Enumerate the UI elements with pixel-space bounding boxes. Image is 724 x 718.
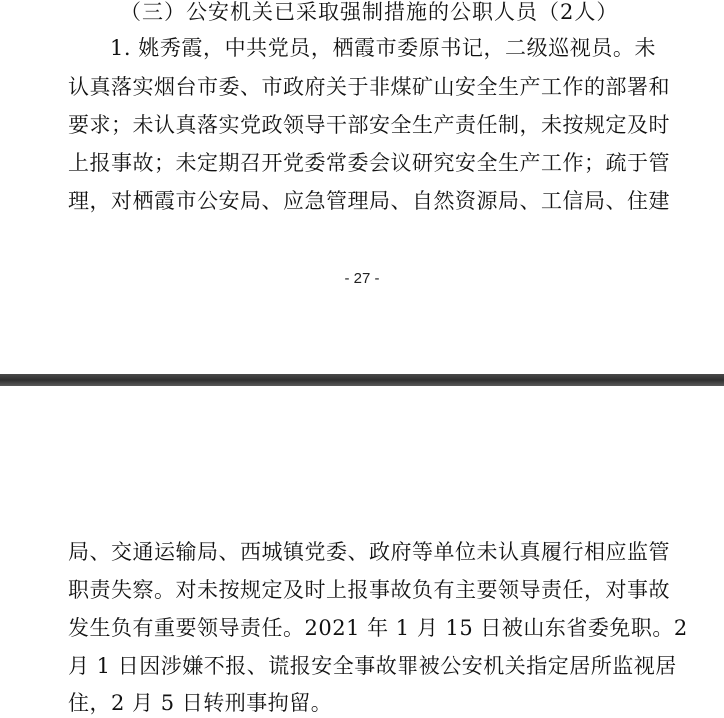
paragraph-line: 发生负有重要领导责任。2021 年 1 月 15 日被山东省委免职。2	[68, 616, 688, 640]
paragraph-line: 要求；未认真落实党政领导干部安全生产责任制，未按规定及时	[68, 113, 670, 137]
paragraph-line: 局、交通运输局、西城镇党委、政府等单位未认真履行相应监管	[68, 540, 670, 564]
paragraph-line: 上报事故；未定期召开党委常委会议研究安全生产工作；疏于管	[68, 151, 670, 175]
paragraph-line: 理，对栖霞市公安局、应急管理局、自然资源局、工信局、住建	[68, 189, 670, 213]
paragraph-line: 月 1 日因涉嫌不报、谎报安全事故罪被公安机关指定居所监视居	[68, 654, 677, 678]
paragraph-line: 1. 姚秀霞，中共党员，栖霞市委原书记，二级巡视员。未	[110, 36, 656, 60]
page-number: - 27 -	[344, 270, 380, 287]
section-heading: （三）公安机关已采取强制措施的公职人员（2人）	[120, 0, 619, 24]
page-separator	[0, 374, 724, 386]
paragraph-line: 职责失察。对未按规定及时上报事故负有主要领导责任，对事故	[68, 578, 670, 602]
paragraph-line: 认真落实烟台市委、市政府关于非煤矿山安全生产工作的部署和	[68, 75, 670, 99]
paragraph-line: 住，2 月 5 日转刑事拘留。	[68, 691, 333, 715]
